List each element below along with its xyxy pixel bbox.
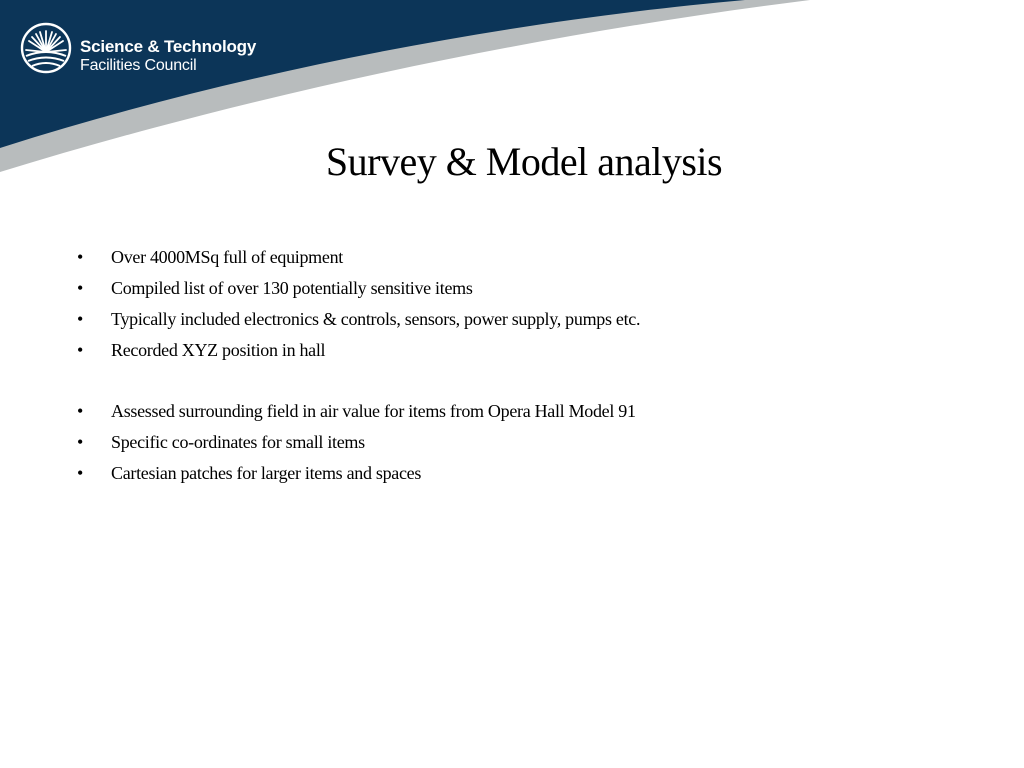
slide-title: Survey & Model analysis: [325, 139, 723, 184]
bullet-text: Compiled list of over 130 potentially sensitive items: [111, 278, 473, 298]
bullet-glyph: •: [77, 309, 84, 329]
bullet-text: Recorded XYZ position in hall: [111, 340, 326, 360]
bullet-glyph: •: [77, 247, 84, 267]
bullet-glyph: •: [77, 432, 84, 452]
bullet-glyph: •: [77, 278, 84, 298]
bullet-list: [74, 242, 640, 489]
bullet-glyph: •: [77, 463, 84, 483]
bullet-text: Specific co-ordinates for small items: [111, 432, 365, 452]
logo-text: [80, 37, 256, 75]
bullet-item: [74, 304, 640, 335]
sunburst-logo-icon: [20, 22, 72, 74]
logo-line-2: Facilities Council: [80, 57, 197, 74]
bullet-item: [74, 396, 640, 427]
bullet-glyph: •: [77, 340, 84, 360]
bullet-item: [74, 242, 640, 273]
bullet-spacer: [74, 366, 640, 396]
bullet-glyph: •: [77, 401, 84, 421]
bullet-text: Over 4000MSq full of equipment: [111, 247, 343, 267]
logo-line-1: Science & Technology: [80, 37, 257, 56]
bullet-text: Cartesian patches for larger items and spaces: [111, 463, 422, 483]
bullet-item: [74, 335, 640, 366]
stfc-logo: [20, 20, 260, 76]
bullet-text: Typically included electronics & controls, sensors, power supply, pumps etc.: [111, 309, 641, 329]
bullet-text: Assessed surrounding field in air value for items from Opera Hall Model 91: [111, 401, 636, 421]
bullet-item: [74, 427, 640, 458]
bullet-item: [74, 273, 640, 304]
bullet-item: [74, 458, 640, 489]
